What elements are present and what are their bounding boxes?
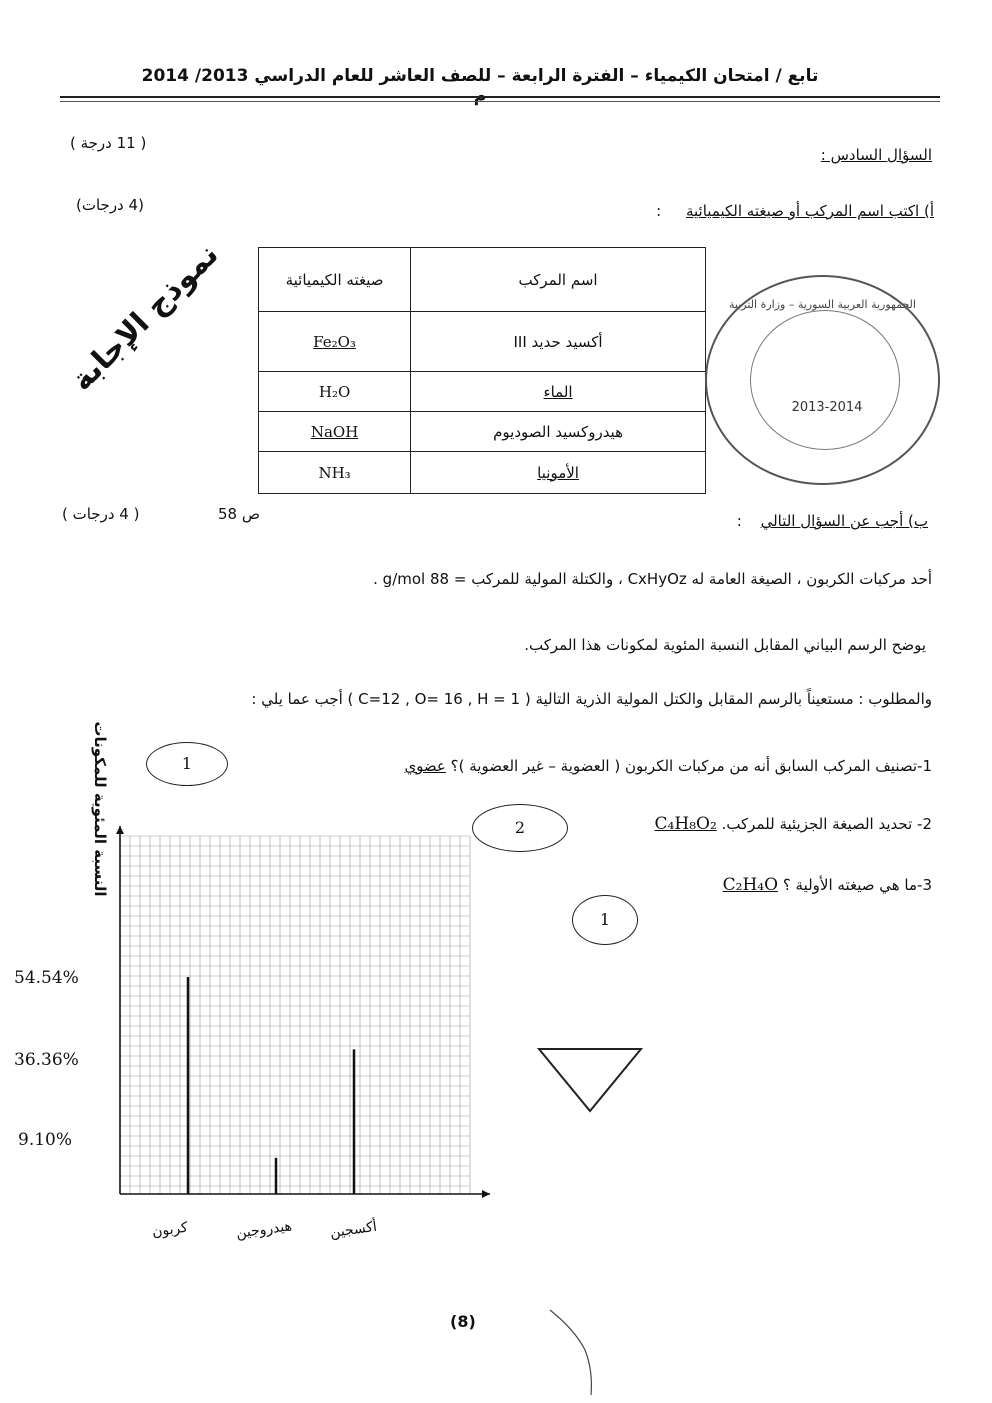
score-bubble: 1 [146,742,228,786]
table-row [259,412,706,452]
chart-bars [188,977,354,1194]
score-bubble: 2 [472,804,568,852]
graph-note: يوضح الرسم البياني المقابل النسبة المئوية لمكونات هذا المركب. [524,636,926,654]
question-label: السؤال السادس : [820,146,932,164]
page-reference: ص 58 [218,505,260,523]
composition-chart [100,826,500,1216]
item-1-answer: عضوي [404,757,446,775]
compound-formula: H₂O [259,372,411,412]
compound-intro: أحد مركبات الكربون ، الصيغة العامة له CxHyOz ، والكتلة المولية للمركب = 88 g/mol . [373,570,932,588]
item-1 [404,757,932,775]
table-row [259,312,706,372]
stamp-inner-ring [750,310,900,450]
x-axis-arrow-icon [482,1190,490,1198]
triangle-icon [535,1045,645,1115]
table-row [259,372,706,412]
page-number: (8) [450,1312,476,1331]
item-3-text: 3-ما هي صيغته الأولية ؟ [782,876,932,894]
compound-formula: NaOH [259,412,411,452]
table-row [259,452,706,494]
pen-mark-icon [545,1305,605,1400]
compound-table [258,247,706,494]
item-3-answer: C₂H₄O [722,875,779,895]
part-b-marks: ( 4 درجات ) [62,505,140,523]
category-label: أكسجين [329,1218,378,1242]
header-rule-secondary [60,101,940,102]
chart-axes [116,826,490,1198]
item-3 [723,875,932,895]
stamp-year: 2013-2014 [791,400,863,415]
table-header-formula: صيغته الكيميائية [259,248,411,312]
part-a-label: أ) اكتب اسم المركب أو صيغته الكيميائية [685,202,934,220]
compound-name: هيدروكسيد الصوديوم [411,412,706,452]
y-axis-arrow-icon [116,826,124,834]
compound-name: أكسيد حديد III [411,312,706,372]
compound-name: الأمونيا [411,452,706,494]
item-2 [655,814,932,834]
tick-label: 54.54% [14,968,79,988]
table-header-name: اسم المركب [411,248,706,312]
question-total-marks: ( 11 درجة ) [70,134,147,152]
chart-grid [120,836,470,1194]
part-b-colon: : [736,512,742,530]
score-bubble: 1 [572,895,638,945]
part-a-colon: : [656,202,662,220]
exam-header: تابع / امتحان الكيمياء – الفترة الرابعة – للصف العاشر للعام الدراسي 2013/ 2014 م [141,66,819,106]
required-statement: والمطلوب : مستعيناً بالرسم المقابل والكتل المولية الذرية التالية ( C=12 , O= 16 , H = 1 ) أجب عما يلي : [251,690,932,708]
tick-label: 36.36% [14,1050,79,1070]
item-2-answer: C₄H₈O₂ [654,814,717,834]
part-b-label: ب) أجب عن السؤال التالي [760,512,928,530]
header-rule [60,96,940,98]
compound-formula: NH₃ [259,452,411,494]
category-label: كربون [151,1219,189,1241]
compound-name: الماء [411,372,706,412]
item-2-text: 2- تحديد الصيغة الجزيئية للمركب. [721,815,932,833]
chart-y-label: النسبة المئوية للمكونات [91,721,109,897]
category-label: هيدروجين [235,1218,293,1242]
stamp-text: الجمهورية العربية السورية – وزارة التربية [729,298,916,311]
answer-model-note: نموذج الإجابة [64,237,226,398]
part-a-marks: (4 درجات) [76,196,144,214]
tick-label: 9.10% [18,1130,73,1150]
item-1-text: 1-تصنيف المركب السابق أنه من مركبات الكربون ( العضوية – غير العضوية )؟ [450,757,932,775]
compound-formula: Fe₂O₃ [259,312,411,372]
